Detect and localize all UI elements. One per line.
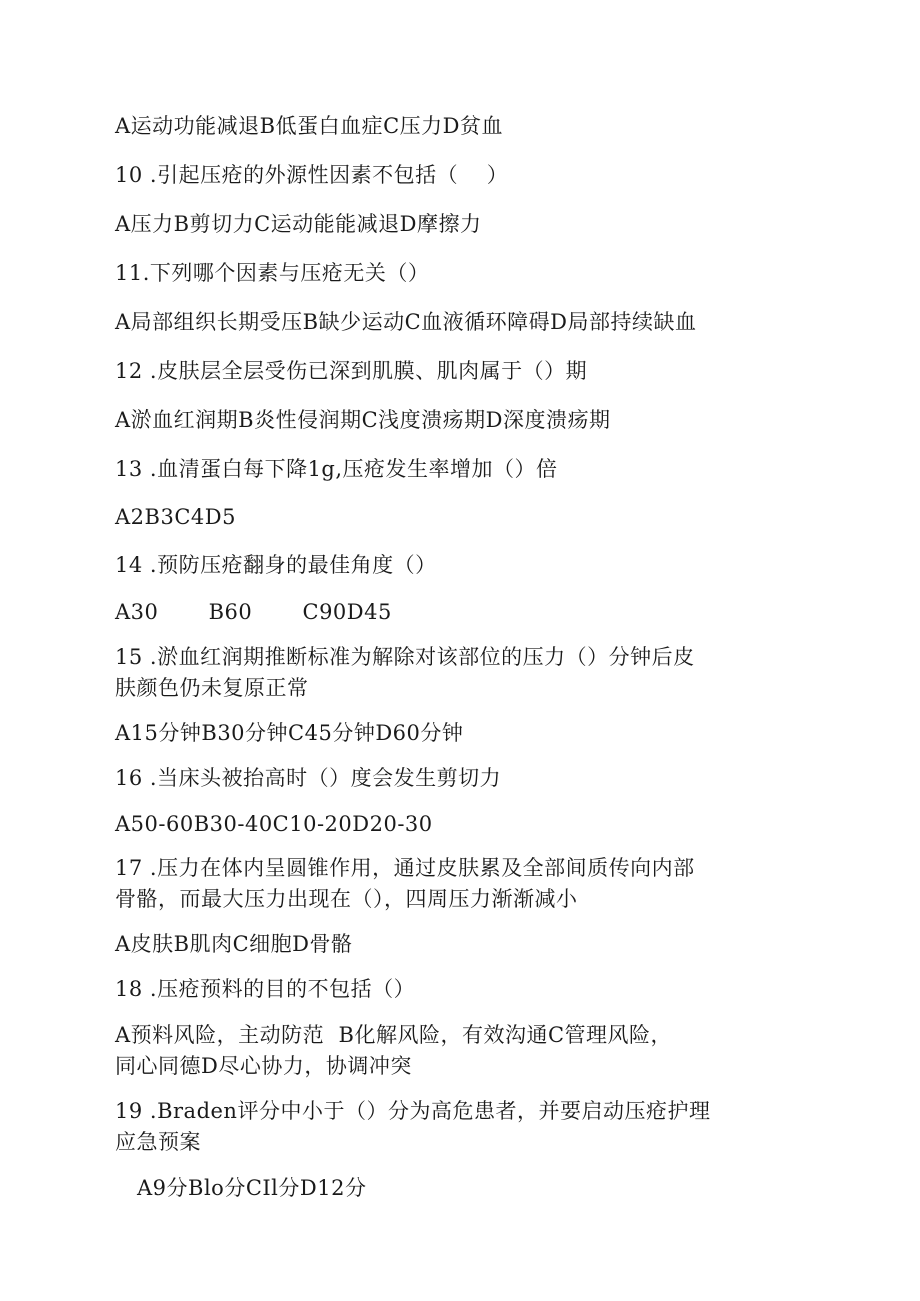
question-12: 12 .皮肤层全层受伤已深到肌膜、肌肉属于（）期 [115,359,588,383]
option-line-q15: A15分钟B30分钟C45分钟D60分钟 [115,721,464,745]
option-line-q9: A运动功能减退B低蛋白血症C压力D贫血 [115,114,504,138]
question-17-line-1: 17 .压力在体内呈圆锥作用，通过皮肤累及全部间质传向内部 [115,856,695,880]
option-line-q19: A9分Blo分CIl分D12分 [137,1176,367,1200]
question-17-line-2: 骨骼，而最大压力出现在（），四周压力渐渐减小 [115,887,578,911]
option-line-q18-1: A预料风险，主动防范 B化解风险，有效沟通C管理风险， [115,1023,673,1047]
question-16: 16 .当床头被抬高时（）度会发生剪切力 [115,766,502,790]
option-line-q12: A淤血红润期B炎性侵润期C浅度溃疡期D深度溃疡期 [115,408,611,432]
option-line-q18-2: 同心同德D尽心协力，协调冲突 [115,1054,412,1078]
question-11: 11.下列哪个因素与压疮无关（） [115,261,430,285]
question-10: 10 .引起压疮的外源性因素不包括（ ） [115,163,509,187]
question-15-line-2: 肤颜色仍未复原正常 [115,676,309,700]
question-19-line-1: 19 .Braden评分中小于（）分为高危患者，并要启动压疮护理 [115,1099,711,1123]
option-line-q14: A30 B60 C90D45 [115,600,392,624]
option-line-q10: A压力B剪切力C运动能能减退D摩擦力 [115,212,482,236]
option-line-q17: A皮肤B肌肉C细胞D骨骼 [115,932,353,956]
question-19-line-2: 应急预案 [115,1130,201,1154]
option-line-q13: A2B3C4D5 [115,505,236,529]
option-line-q16: A50-60B30-40C10-20D20-30 [115,812,433,836]
question-13: 13 .血清蛋白每下降1g,压疮发生率增加（）倍 [115,457,558,481]
question-15-line-1: 15 .淤血红润期推断标准为解除对该部位的压力（）分钟后皮 [115,645,695,669]
question-14: 14 .预防压疮翻身的最佳角度（） [115,553,437,577]
option-line-q11: A局部组织长期受压B缺少运动C血液循环障碍D局部持续缺血 [115,310,697,334]
question-18: 18 .压疮预料的目的不包括（） [115,977,416,1001]
